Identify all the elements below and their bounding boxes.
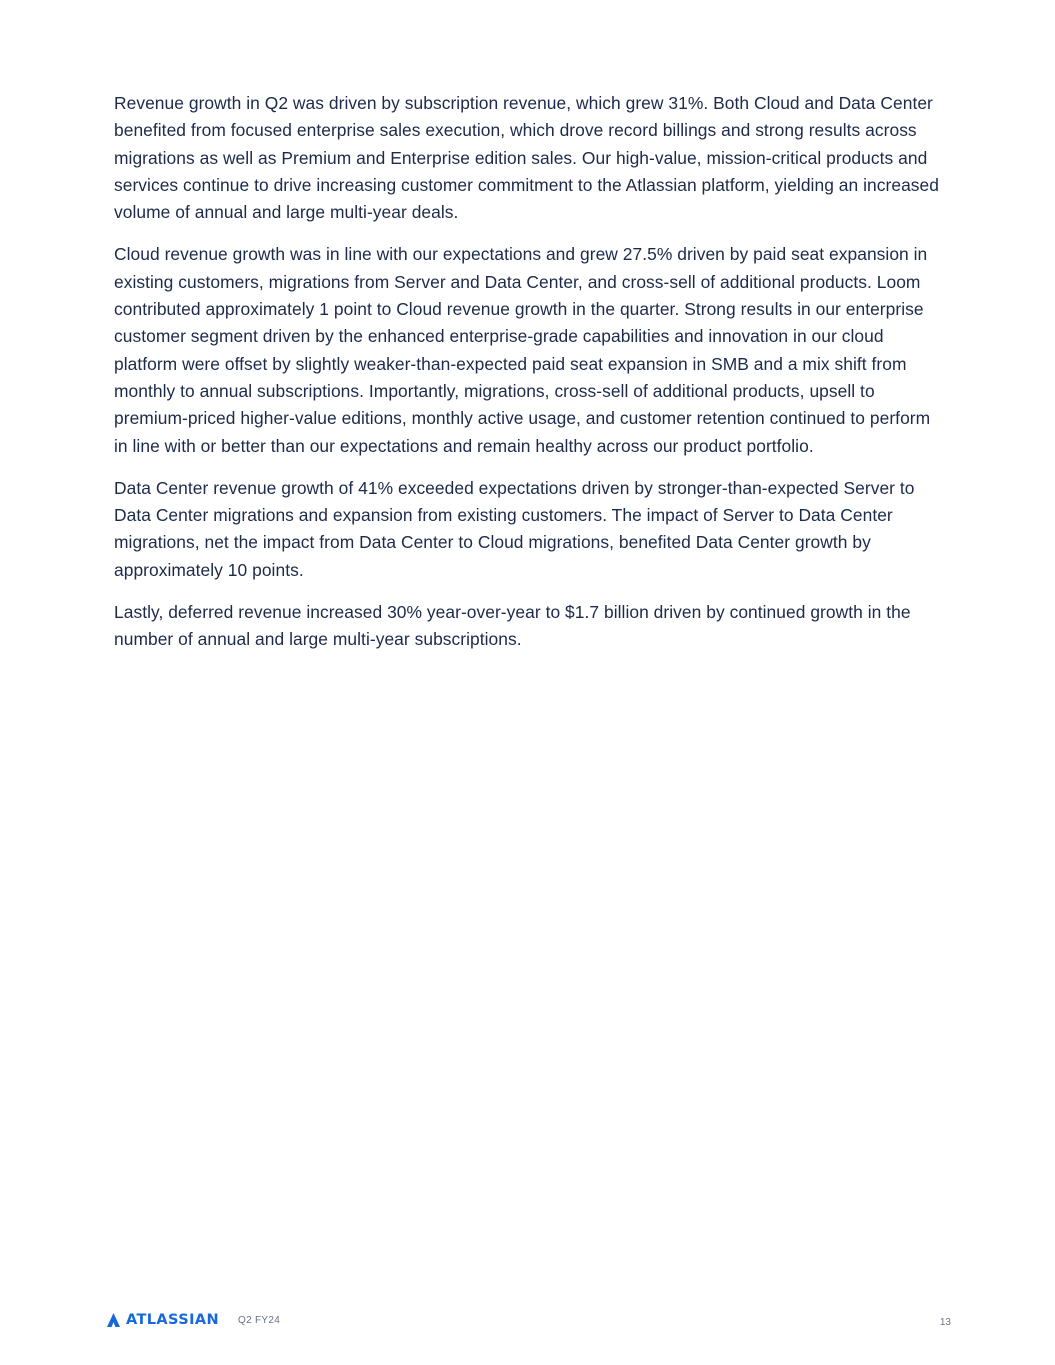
report-period: Q2 FY24 [238,1315,281,1326]
paragraph-deferred-revenue: Lastly, deferred revenue increased 30% year-over-year to $1.7 billion driven by continued growth in the number of annual and large multi-year subscriptions. [114,602,911,650]
paragraph-cloud-revenue: Cloud revenue growth was in line with our expectations and grew 27.5% driven by paid seat expansion in existing customers, migrations from Server and Data Center, and cross-sell of additional products. Loom contributed approximately 1 point to Cloud revenue growth in the quarter. Strong results in our enterprise customer segment driven by the enhanced enterprise-grade capabilities and innovation in our cloud platform were offset by slightly weaker-than-expected paid seat expansion in SMB and a mix shift from monthly to annual subscriptions. Importantly, migrations, cross-sell of additional products, upsell to premium-priced higher-value editions, monthly active usage, and customer retention continued to perform in line with or better than our expectations and remain healthy across our product portfolio. [114,244,931,456]
brand-logo [107,1312,219,1328]
atlassian-logo-icon [107,1313,120,1327]
brand-name: ATLASSIAN [126,1312,220,1328]
page-number: 13 [939,1317,951,1328]
paragraph-data-center-revenue: Data Center revenue growth of 41% exceeded expectations driven by stronger-than-expected Server to Data Center migrations and expansion from existing customers. The impact of Server to Data Center migrations, net the impact from Data Center to Cloud migrations, benefited Data Center growth by approximately 10 points. [114,477,915,580]
body-text [114,90,946,669]
paragraph-subscription-revenue: Revenue growth in Q2 was driven by subscription revenue, which grew 31%. Both Cloud and Data Center benefited from focused enterprise sales execution, which drove record billings and strong results across migrations as well as Premium and Enterprise edition sales. Our high-value, mission-critical products and services continue to drive increasing customer commitment to the Atlassian platform, yielding an increased volume of annual and large multi-year deals. [114,93,939,223]
page-footer [107,1312,951,1332]
